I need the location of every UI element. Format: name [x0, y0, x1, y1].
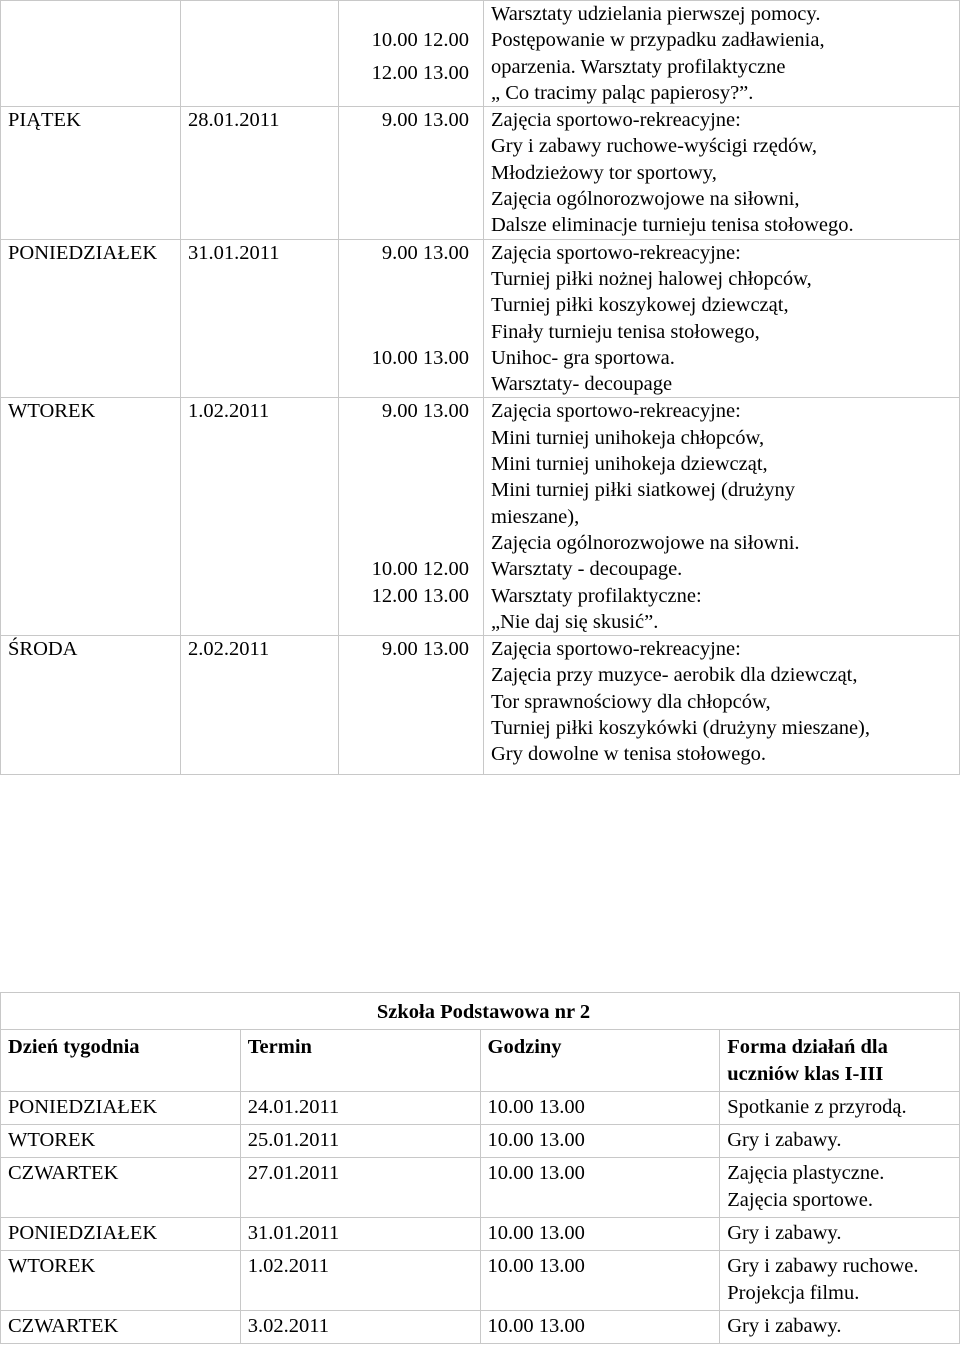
- hours-cell: [339, 239, 484, 398]
- date-cell: 31.01.2011: [181, 239, 339, 398]
- day-cell: PONIEDZIAŁEK: [1, 239, 181, 398]
- date-cell: 27.01.2011: [240, 1158, 480, 1218]
- hours-cell: 10.00 13.00: [480, 1251, 720, 1311]
- activities-cell: [720, 1310, 960, 1343]
- activity-line: Zajęcia sportowe.: [727, 1188, 873, 1211]
- table-row: [1, 1125, 960, 1158]
- table-row: [1, 1251, 960, 1311]
- activity-line: Zajęcia przy muzyce- aerobik dla dziewcząt,: [491, 664, 858, 687]
- hours-cell: 10.00 13.00: [480, 1310, 720, 1343]
- hours-line: 9.00 13.00: [381, 638, 469, 661]
- activities-cell: [484, 1, 960, 107]
- activity-line: Zajęcia sportowo-rekreacyjne:: [491, 109, 741, 132]
- activity-line: Finały turnieju tenisa stołowego,: [491, 320, 760, 343]
- day-cell: ŚRODA: [1, 636, 181, 774]
- activity-line: Mini turniej unihokeja chłopców,: [491, 426, 765, 449]
- table-row: [1, 1158, 960, 1218]
- day-cell: PONIEDZIAŁEK: [1, 1218, 241, 1251]
- hours-cell: 10.00 13.00: [480, 1125, 720, 1158]
- schedule-row-sroda: [1, 636, 960, 774]
- activity-line: Turniej piłki koszykówki (drużyny mieszane),: [491, 717, 870, 740]
- date-cell: 31.01.2011: [240, 1218, 480, 1251]
- schedule-row-wtorek: [1, 398, 960, 636]
- day-cell: CZWARTEK: [1, 1310, 241, 1343]
- hours-line: 12.00 13.00: [371, 61, 469, 84]
- activity-line: Turniej piłki nożnej halowej chłopców,: [491, 267, 812, 290]
- activity-line: Gry i zabawy ruchowe.: [727, 1255, 919, 1278]
- schedule-row-poniedzialek: [1, 239, 960, 398]
- activity-line: Zajęcia plastyczne.: [727, 1162, 885, 1185]
- activity-line: Zajęcia ogólnorozwojowe na siłowni.: [491, 531, 800, 554]
- date-cell: 3.02.2011: [240, 1310, 480, 1343]
- activity-line: Tor sprawnościowy dla chłopców,: [491, 690, 771, 713]
- table-row: [1, 1310, 960, 1343]
- hours-cell: [339, 1, 484, 107]
- activities-cell: [720, 1218, 960, 1251]
- table-title-row: [1, 993, 960, 1030]
- schedule-row-piatek: [1, 107, 960, 239]
- column-header-date: Termin: [240, 1030, 480, 1092]
- activity-line: Zajęcia sportowo-rekreacyjne:: [491, 241, 741, 264]
- hours-line: 9.00 13.00: [381, 400, 469, 423]
- activities-cell: [720, 1125, 960, 1158]
- day-cell: WTOREK: [1, 1125, 241, 1158]
- activities-cell: [720, 1158, 960, 1218]
- activity-line: Spotkanie z przyrodą.: [727, 1095, 907, 1118]
- column-header-day: Dzień tygodnia: [1, 1030, 241, 1092]
- activity-line: Warsztaty- decoupage: [491, 373, 673, 396]
- activities-cell: [484, 398, 960, 636]
- activity-line: Gry i zabawy.: [727, 1222, 842, 1245]
- hours-line: 10.00 12.00: [371, 558, 469, 581]
- activity-line: Gry dowolne w tenisa stołowego.: [491, 743, 766, 766]
- activity-line: Zajęcia ogólnorozwojowe na siłowni,: [491, 188, 800, 211]
- hours-cell: [339, 107, 484, 239]
- activity-line: Projekcja filmu.: [727, 1281, 860, 1304]
- table-row: [1, 1218, 960, 1251]
- day-cell: [1, 1, 181, 107]
- day-cell: WTOREK: [1, 1251, 241, 1311]
- date-cell: 28.01.2011: [181, 107, 339, 239]
- activity-line: Gry i zabawy.: [727, 1314, 842, 1337]
- hours-cell: 10.00 13.00: [480, 1218, 720, 1251]
- activities-cell: [484, 239, 960, 398]
- hours-cell: [339, 398, 484, 636]
- activity-line: Postępowanie w przypadku zadławienia,: [491, 29, 825, 52]
- date-cell: [181, 1, 339, 107]
- day-cell: PONIEDZIAŁEK: [1, 1091, 241, 1124]
- column-header-activities: Forma działań dla uczniów klas I-III: [720, 1030, 960, 1092]
- hours-line: 9.00 13.00: [381, 109, 469, 132]
- activity-line: Dalsze eliminacje turnieju tenisa stołowego.: [491, 214, 854, 237]
- activity-line: Mini turniej unihokeja dziewcząt,: [491, 453, 768, 476]
- date-cell: 25.01.2011: [240, 1125, 480, 1158]
- school-schedule-table: [0, 992, 960, 1344]
- activity-line: oparzenia. Warsztaty profilaktyczne: [491, 55, 786, 78]
- activity-line: Zajęcia sportowo-rekreacyjne:: [491, 638, 741, 661]
- activity-line: Turniej piłki koszykowej dziewcząt,: [491, 294, 789, 317]
- hours-line: 10.00 13.00: [371, 346, 469, 369]
- date-cell: 1.02.2011: [240, 1251, 480, 1311]
- activities-cell: [720, 1091, 960, 1124]
- activity-line: Mini turniej piłki siatkowej (drużyny: [491, 479, 796, 502]
- activity-line: Gry i zabawy.: [727, 1129, 842, 1152]
- hours-cell: 10.00 13.00: [480, 1091, 720, 1124]
- activity-line: mieszane),: [491, 505, 580, 528]
- date-cell: 1.02.2011: [181, 398, 339, 636]
- activity-line: Młodzieżowy tor sportowy,: [491, 161, 717, 184]
- date-cell: 24.01.2011: [240, 1091, 480, 1124]
- activity-line: Warsztaty profilaktyczne:: [491, 584, 702, 607]
- hours-cell: 10.00 13.00: [480, 1158, 720, 1218]
- day-cell: PIĄTEK: [1, 107, 181, 239]
- activity-line: Gry i zabawy ruchowe-wyścigi rzędów,: [491, 135, 817, 158]
- activity-line: Unihoc- gra sportowa.: [491, 346, 675, 369]
- hours-line: 9.00 13.00: [381, 241, 469, 264]
- activity-line: „Nie daj się skusić”.: [491, 610, 659, 633]
- activity-line: „ Co tracimy paląc papierosy?”.: [491, 81, 754, 104]
- activity-line: Zajęcia sportowo-rekreacyjne:: [491, 400, 741, 423]
- hours-line: 10.00 12.00: [371, 29, 469, 52]
- hours-line: 12.00 13.00: [371, 584, 469, 607]
- column-header-row: [1, 1030, 960, 1092]
- table-title: Szkoła Podstawowa nr 2: [1, 993, 960, 1030]
- activity-line: Warsztaty udzielania pierwszej pomocy.: [491, 3, 821, 25]
- hours-cell: [339, 636, 484, 774]
- activities-cell: [484, 107, 960, 239]
- table-row: [1, 1091, 960, 1124]
- day-cell: CZWARTEK: [1, 1158, 241, 1218]
- date-cell: 2.02.2011: [181, 636, 339, 774]
- activities-cell: [484, 636, 960, 774]
- schedule-row-continuation: [1, 1, 960, 107]
- activity-line: Warsztaty - decoupage.: [491, 558, 683, 581]
- column-header-hours: Godziny: [480, 1030, 720, 1092]
- activities-cell: [720, 1251, 960, 1311]
- day-cell: WTOREK: [1, 398, 181, 636]
